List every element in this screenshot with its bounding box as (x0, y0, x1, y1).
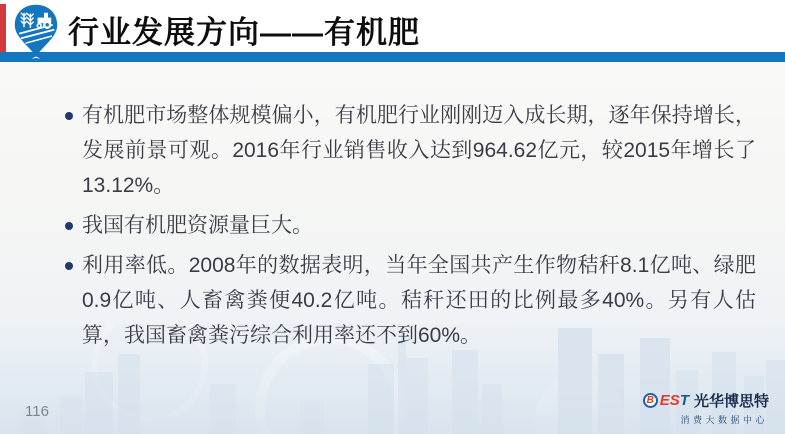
slide-title: 行业发展方向——有机肥 (68, 15, 420, 50)
brand-subtitle: 消费大数据中心 (680, 415, 768, 425)
page-number: 116 (25, 403, 49, 420)
bullet-list (64, 98, 756, 353)
slide-body (64, 98, 756, 358)
brand-latin-text (660, 392, 689, 409)
bullet-item: 利用率低。2008年的数据表明，当年全国共产生作物秸秆8.1亿吨、绿肥0.9亿吨、人畜禽粪便40.2亿吨。秸秆还田的比例最多40%。另有人估算，我国畜禽粪污综合利用率还不到60%。 (64, 248, 756, 353)
brand-chinese-name: 光华博思特 (693, 393, 769, 410)
best-b-circle-icon: B (643, 393, 658, 408)
red-accent-stripe (0, 4, 6, 52)
blue-divider-bar (0, 52, 785, 62)
brand-logo (643, 390, 769, 426)
brand-latin-blue: T (679, 392, 689, 409)
brand-latin-red: ES (659, 392, 680, 409)
bullet-item: 有机肥市场整体规模偏小，有机肥行业刚刚迈入成长期，逐年保持增长，发展前景可观。2016年行业销售收入达到964.62亿元，较2015年增长了13.12%。 (64, 98, 756, 203)
farm-location-pin-logo-icon (12, 3, 60, 69)
bullet-item: 我国有机肥资源量巨大。 (64, 208, 756, 243)
